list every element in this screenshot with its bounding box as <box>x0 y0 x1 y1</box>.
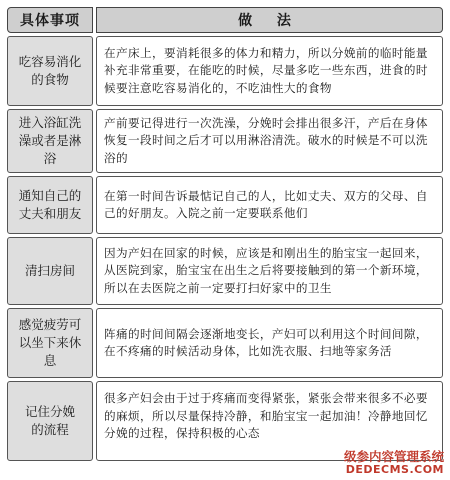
row-method-text: 因为产妇在回家的时候，应该是和刚出生的胎宝宝一起回来，从医院到家，胎宝宝在出生之后将要接触到的第一个新环境，所以在去医院之前一定要打扫好家中的卫生 <box>96 237 443 305</box>
row-method-text: 很多产妇会由于过于疼痛而变得紧张，紧张会带来很多不必要的麻烦，所以尽量保持冷静，和胎宝宝一起加油！冷静地回忆分娩的过程，保持积极的心态 <box>96 381 443 461</box>
row-item-label: 记住分娩的流程 <box>7 381 93 461</box>
row-item-label: 吃容易消化的食物 <box>7 36 93 106</box>
table-row <box>7 109 443 173</box>
header-item-column: 具体事项 <box>7 7 93 33</box>
row-method-text: 在第一时间告诉最惦记自己的人，比如丈夫、双方的父母、自己的好朋友。入院之前一定要联系他们 <box>96 176 443 234</box>
row-method-text: 阵痛的时间间隔会逐渐地变长，产妇可以利用这个时间间隙，在不疼痛的时候活动身体，比如洗衣服、扫地等家务活 <box>96 308 443 378</box>
row-item-label: 通知自己的丈夫和朋友 <box>7 176 93 234</box>
table-row <box>7 176 443 234</box>
table-header <box>7 7 443 33</box>
header-method-column: 做 法 <box>96 7 443 33</box>
table-row <box>7 308 443 378</box>
row-item-label: 进入浴缸洗澡或者是淋浴 <box>7 109 93 173</box>
row-method-text: 产前要记得进行一次洗澡，分娩时会排出很多汗，产后在身体恢复一段时间之后才可以用淋浴清洗。破水的时候是不可以洗浴的 <box>96 109 443 173</box>
row-item-label: 清扫房间 <box>7 237 93 305</box>
row-method-text: 在产床上，要消耗很多的体力和精力，所以分娩前的临时能量补充非常重要，在能吃的时候，尽量多吃一些东西，进食的时候要注意吃容易消化的，不吃油性大的食物 <box>96 36 443 106</box>
row-item-label: 感觉疲劳可以坐下来休息 <box>7 308 93 378</box>
table-row <box>7 237 443 305</box>
watermark-url: DEDECMS.COM <box>345 463 444 476</box>
table-row <box>7 36 443 106</box>
watermark-title: 级参内容管理系统 <box>343 449 444 464</box>
site-watermark <box>344 450 444 476</box>
info-table <box>7 7 443 464</box>
